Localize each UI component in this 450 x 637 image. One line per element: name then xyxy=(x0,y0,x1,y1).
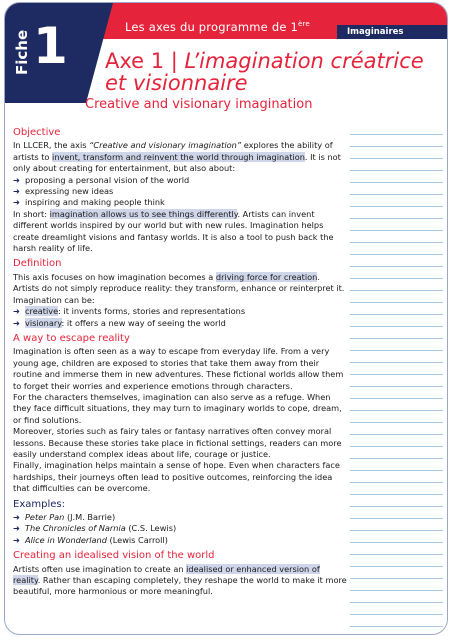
idealised-heading: Creating an idealised vision of the world xyxy=(13,550,215,562)
escape-heading: A way to escape reality xyxy=(13,332,130,344)
escape-paragraph: For the characters themselves, imagination can also serve as a refuge. When they face difficult situations, they may turn to imaginary worlds to cope, dream, or find solutions. xyxy=(13,391,342,425)
page-title: Axe 1 | L’imagination créatrice et visionnaire xyxy=(105,49,424,95)
fiche-label: Fiche xyxy=(13,29,31,75)
list-item: ➜ Alice in Wonderland (Lewis Carroll) xyxy=(13,534,168,545)
examples-list xyxy=(13,512,347,546)
escape-paragraph: Moreover, stories such as fairy tales or fantasy narratives often convey moral lessons. Because these stories take place in fictional settings, readers can more easily understand complex ideas about life, courage or justice. xyxy=(13,426,342,459)
examples-heading: Examples: xyxy=(13,498,65,510)
idealised-paragraph: Artists often use imagination to create an idealised or enhanced version of reality. Rather than escaping completely, they reshape the world to make it more beautiful, more harmonious or more meaningful. xyxy=(13,563,347,597)
objective-paragraph: In LLCER, the axis “Creative and visionary imagination” explores the ability of artists to invent, transform and reinvent the world through imagination. It is not only about creating for entertainment, but also about: xyxy=(13,140,341,174)
theme-tag: Imaginaires xyxy=(337,25,447,39)
arrow-right-icon: ➜ xyxy=(13,306,20,317)
fiche-number: 1 xyxy=(33,17,68,75)
arrow-right-icon: ➜ xyxy=(13,186,20,197)
band-title: Les axes du programme de 1ère xyxy=(125,20,310,34)
definition-list xyxy=(13,306,347,329)
page-subtitle: Creative and visionary imagination xyxy=(85,97,313,112)
arrow-right-icon: ➜ xyxy=(13,174,20,185)
arrow-right-icon: ➜ xyxy=(13,523,20,534)
arrow-right-icon: ➜ xyxy=(13,534,20,545)
list-item: ➜ proposing a personal vision of the world xyxy=(13,174,190,185)
escape-paragraph: Imagination is often seen as a way to escape from everyday life. From a very young age, children are exposed to stories that take them away from their routine and immerse them in new adventures. These fictional worlds allow them to forget their worries and experience emotions through characters. xyxy=(13,346,344,391)
arrow-right-icon: ➜ xyxy=(13,512,20,522)
definition-heading: Definition xyxy=(13,258,62,270)
main-content xyxy=(13,123,347,598)
arrow-right-icon: ➜ xyxy=(13,197,20,208)
objective-heading: Objective xyxy=(13,127,61,138)
escape-paragraph: Finally, imagination helps maintain a sense of hope. Even when characters face hardships, their journeys often lead to positive outcomes, reinforcing the idea that difficulties can be overcome. xyxy=(13,460,340,494)
list-item: ➜ The Chronicles of Narnia (C.S. Lewis) xyxy=(13,523,177,534)
list-item: ➜ inspiring and making people think xyxy=(13,197,165,208)
list-item: ➜ visionary: it offers a new way of seeing the world xyxy=(13,317,226,328)
definition-paragraph: This axis focuses on how imagination becomes a driving force for creation. Artists do not simply reproduce reality: they transform, enhance or reinterpret it. Imagination can be: xyxy=(13,271,345,305)
list-item: ➜ Peter Pan (J.M. Barrie) xyxy=(13,512,116,522)
arrow-right-icon: ➜ xyxy=(13,317,20,328)
objective-list xyxy=(13,175,347,209)
list-item: ➜ creative: it invents forms, stories and representations xyxy=(13,306,246,317)
list-item: ➜ expressing new ideas xyxy=(13,186,114,197)
fiche-card xyxy=(4,2,448,635)
note-lines xyxy=(350,123,443,631)
objective-summary: In short: imagination allows us to see things differently. Artists can invent different worlds inspired by our world but with new rules. Imagination helps create dreamlight visions and fantasy worlds. It is also a tool to push back the harsh reality of life. xyxy=(13,208,334,254)
